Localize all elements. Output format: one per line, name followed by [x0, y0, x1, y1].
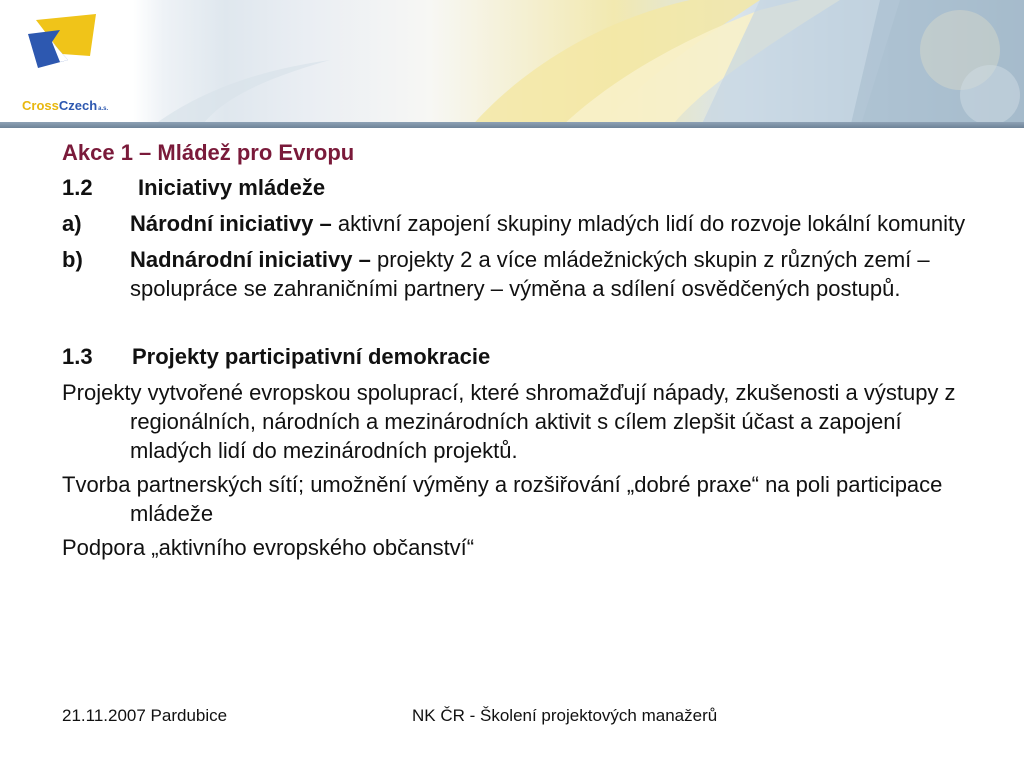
- logo-text-czech: Czech: [58, 98, 98, 113]
- header-divider: [0, 122, 1024, 128]
- list-item: [62, 245, 982, 303]
- section-label: Iniciativy mládeže: [138, 175, 326, 200]
- list-marker: b): [62, 247, 83, 272]
- list-item-text: aktivní zapojení skupiny mladých lidí do rozvoje lokální komunity: [331, 211, 966, 236]
- list-marker: a): [62, 211, 82, 236]
- header-banner: [0, 0, 1024, 128]
- paragraph: Projekty vytvořené evropskou spoluprací, které shromažďují nápady, zkušenosti a výstupy z regionálních, národních a mezinárodních aktivit s cílem zlepšit účast a zapojení mladých lidí do mezinárodních projektů.: [62, 380, 956, 463]
- section-number: 1.2: [62, 175, 93, 200]
- list-item-text: projekty 2 a více mládežnických skupin z různých zemí – spolupráce se zahraničními partnery – výměna a sdílení osvědčených postupů.: [130, 247, 930, 301]
- footer-date-place: 21.11.2007 Pardubice: [62, 706, 228, 725]
- section-heading-1-3: [62, 342, 982, 371]
- section-heading-1-2: [62, 173, 982, 202]
- list-item: [62, 209, 982, 238]
- logo-mark-icon: [8, 12, 132, 92]
- section-number: 1.3: [62, 344, 93, 369]
- section-label: Projekty participativní demokracie: [132, 344, 491, 369]
- spacer: [62, 310, 982, 342]
- crossczech-logo: [8, 12, 132, 112]
- header-background-art: [0, 0, 1024, 128]
- paragraph: Podpora „aktivního evropského občanství“: [62, 535, 475, 560]
- list-item-lead: Národní iniciativy –: [130, 211, 332, 236]
- logo-wordmark: [22, 98, 108, 113]
- slide-title: Akce 1 – Mládež pro Evropu: [62, 140, 355, 165]
- slide-body: [62, 138, 982, 567]
- logo-text-cross: Cross: [22, 98, 59, 113]
- footer-event-title: NK ČR - Školení projektových manažerů: [412, 706, 718, 725]
- list-item-lead: Nadnárodní iniciativy –: [130, 247, 371, 272]
- paragraph: Tvorba partnerských sítí; umožnění výměny a rozšiřování „dobré praxe“ na poli participace mládeže: [62, 472, 943, 526]
- logo-text-suffix: a.s.: [98, 106, 109, 112]
